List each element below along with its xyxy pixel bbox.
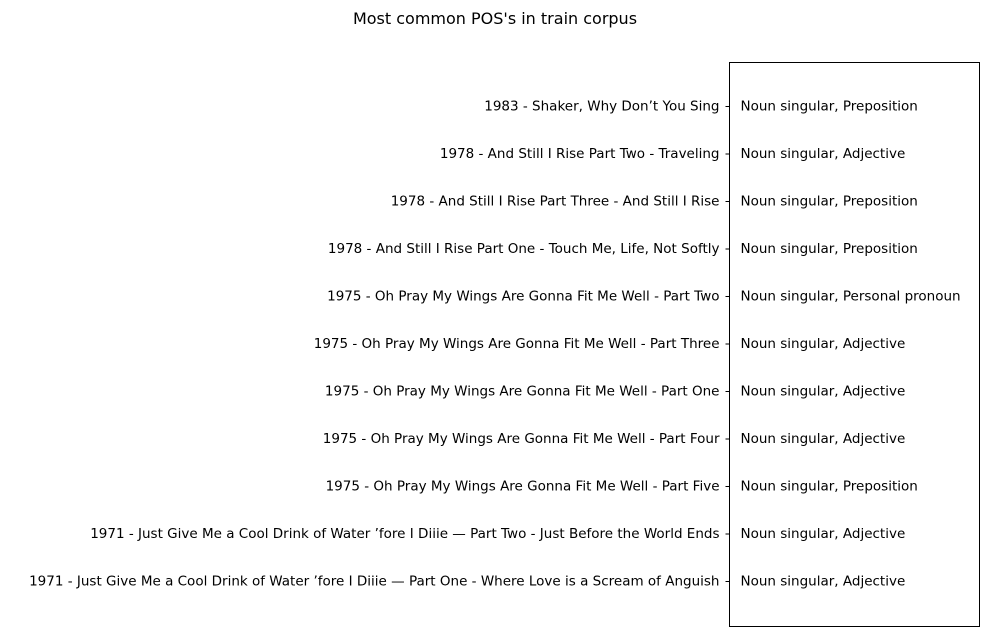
row-pos-text: Noun singular, Adjective <box>740 526 906 542</box>
row-pos-text: Noun singular, Preposition <box>740 98 918 115</box>
row-pos-text: Noun singular, Adjective <box>740 573 906 590</box>
row-pos-text: Noun singular, Adjective <box>740 336 906 352</box>
y-tick-label: 1983 - Shaker, Why Don’t You Sing <box>484 98 720 115</box>
row-pos-text: Noun singular, Personal pronoun <box>740 288 961 305</box>
y-tick-label: 1978 - And Still I Rise Part Three - And Still I Rise <box>390 193 720 210</box>
row-pos-text: Noun singular, Adjective <box>740 431 906 447</box>
row-pos-text: Noun singular, Adjective <box>740 146 906 162</box>
row-pos-text: Noun singular, Adjective <box>740 383 906 400</box>
chart-title: Most common POS's in train corpus <box>352 9 638 28</box>
row-pos-text: Noun singular, Preposition <box>740 241 918 257</box>
y-tick-label: 1971 - Just Give Me a Cool Drink of Water ’fore I Diiie — Part Two - Just Before the World Ends <box>90 526 720 542</box>
y-tick-label: 1975 - Oh Pray My Wings Are Gonna Fit Me Well - Part Five <box>325 478 720 495</box>
y-tick-label: 1975 - Oh Pray My Wings Are Gonna Fit Me Well - Part Three <box>313 336 720 352</box>
y-tick-label: 1978 - And Still I Rise Part One - Touch Me, Life, Not Softly <box>327 241 720 257</box>
y-tick-label: 1975 - Oh Pray My Wings Are Gonna Fit Me Well - Part Four <box>322 431 720 447</box>
y-tick-label: 1975 - Oh Pray My Wings Are Gonna Fit Me Well - Part One <box>324 383 720 400</box>
row-pos-text: Noun singular, Preposition <box>740 478 918 495</box>
row-pos-text: Noun singular, Preposition <box>740 193 918 210</box>
chart-rows <box>29 99 961 590</box>
y-tick-label: 1978 - And Still I Rise Part Two - Traveling <box>439 146 720 162</box>
y-tick-label: 1971 - Just Give Me a Cool Drink of Water ’fore I Diiie — Part One - Where Love is a Scream of Anguish <box>29 573 720 590</box>
y-tick-label: 1975 - Oh Pray My Wings Are Gonna Fit Me Well - Part Two <box>327 288 720 305</box>
